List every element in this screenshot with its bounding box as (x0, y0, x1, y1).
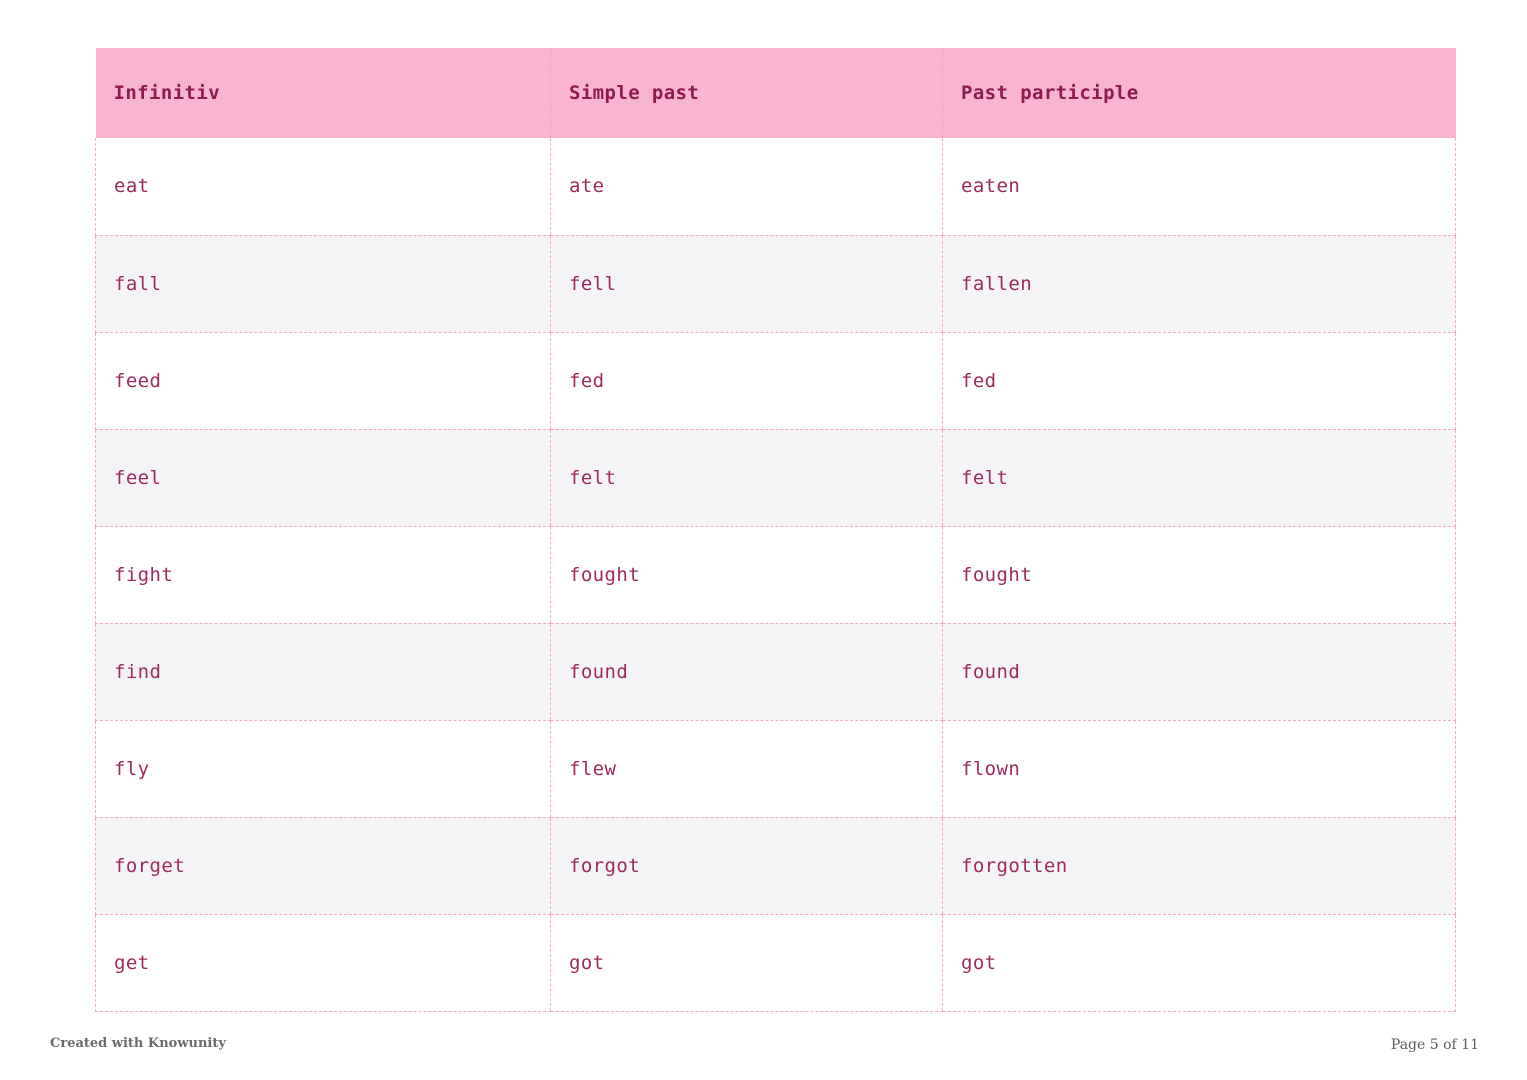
cell-simple-past: got (551, 914, 943, 1011)
irregular-verbs-table-container (95, 48, 1455, 1012)
cell-simple-past: fed (551, 332, 943, 429)
column-header-infinitiv: Infinitiv (96, 48, 551, 138)
cell-simple-past: ate (551, 138, 943, 235)
cell-past-participle: fallen (943, 235, 1456, 332)
cell-past-participle: got (943, 914, 1456, 1011)
footer-credit: Created with Knowunity (50, 1036, 226, 1051)
cell-simple-past: fell (551, 235, 943, 332)
cell-infinitiv: eat (96, 138, 551, 235)
cell-infinitiv: fly (96, 720, 551, 817)
cell-infinitiv: feel (96, 429, 551, 526)
table-header (96, 48, 1456, 138)
table-row (96, 526, 1456, 623)
cell-past-participle: found (943, 623, 1456, 720)
cell-infinitiv: get (96, 914, 551, 1011)
cell-past-participle: forgotten (943, 817, 1456, 914)
footer-page-number: Page 5 of 11 (1390, 1037, 1479, 1053)
cell-past-participle: flown (943, 720, 1456, 817)
irregular-verbs-table (95, 48, 1456, 1012)
table-header-row (96, 48, 1456, 138)
table-row (96, 720, 1456, 817)
cell-infinitiv: find (96, 623, 551, 720)
table-row (96, 429, 1456, 526)
table-body (96, 138, 1456, 1011)
cell-simple-past: felt (551, 429, 943, 526)
cell-past-participle: eaten (943, 138, 1456, 235)
cell-past-participle: felt (943, 429, 1456, 526)
cell-infinitiv: feed (96, 332, 551, 429)
cell-simple-past: found (551, 623, 943, 720)
column-header-past-participle: Past participle (943, 48, 1456, 138)
cell-infinitiv: fight (96, 526, 551, 623)
table-row (96, 235, 1456, 332)
table-row (96, 817, 1456, 914)
cell-simple-past: flew (551, 720, 943, 817)
page-footer (0, 1036, 1527, 1066)
table-row (96, 332, 1456, 429)
cell-infinitiv: fall (96, 235, 551, 332)
cell-infinitiv: forget (96, 817, 551, 914)
table-row (96, 138, 1456, 235)
cell-past-participle: fed (943, 332, 1456, 429)
table-row (96, 914, 1456, 1011)
cell-simple-past: forgot (551, 817, 943, 914)
column-header-simple-past: Simple past (551, 48, 943, 138)
cell-simple-past: fought (551, 526, 943, 623)
cell-past-participle: fought (943, 526, 1456, 623)
table-row (96, 623, 1456, 720)
